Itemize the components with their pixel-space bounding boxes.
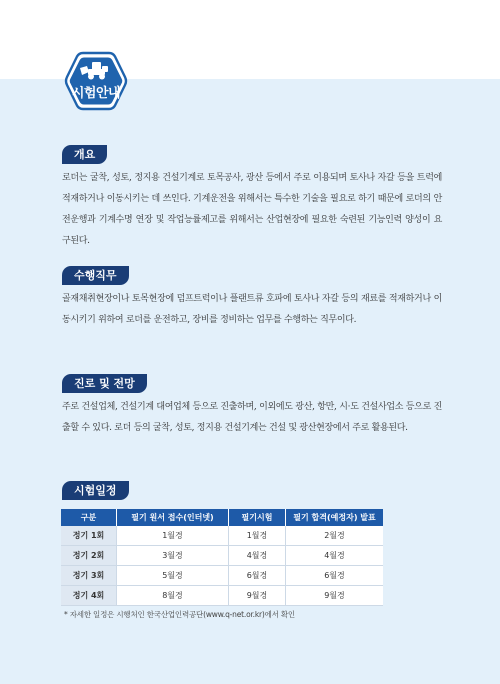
column-header: 필기 합격(예정자) 발표 (286, 509, 384, 526)
section-title-overview: 개요 (62, 145, 107, 164)
table-cell: 9월경 (229, 586, 286, 606)
section-body-duties: 골재채취현장이나 토목현장에 덤프트럭이나 플랜트류 호파에 토사나 자갈 등의 재료를 적재하거나 이동시키기 위하여 로더를 운전하고, 장비를 정비하는 업무를 수행하는 직무이다. (62, 294, 442, 325)
exam-guide-badge (64, 51, 128, 111)
table-row (61, 546, 383, 566)
table-cell: 4월경 (286, 546, 384, 566)
section-title-duties: 수행직무 (62, 266, 129, 285)
table-row (61, 566, 383, 586)
table-cell: 6월경 (286, 566, 384, 586)
exam-schedule-table (61, 509, 383, 606)
badge-shape (64, 51, 128, 111)
table-header-row (61, 509, 383, 526)
schedule-footnote: * 자세한 일정은 시행처인 한국산업인력공단(www.q-net.or.kr)에서 확인 (64, 610, 295, 619)
section-title-career: 진로 및 전망 (62, 374, 147, 393)
section-title-schedule: 시험일정 (62, 481, 129, 500)
badge-label: 시험안내 (71, 86, 121, 101)
table-cell: 1월경 (117, 526, 229, 546)
table-cell: 2월경 (286, 526, 384, 546)
section-body-overview: 로더는 굴착, 성토, 정지용 건설기계로 토목공사, 광산 등에서 주로 이용되며 토사나 자갈 등을 트럭에 적재하거나 이동시키는 데 쓰인다. 기계운전을 위해서는 특수한 기술을 필요로 하기 때문에 로더의 안전운행과 기계수명 연장 및 작업능률제고를 위해서는 산업현장에 필요한 숙련된 기능인력 양성이 요구된다. (62, 173, 442, 246)
table-cell: 정기 3회 (61, 566, 117, 586)
column-header: 필기시험 (229, 509, 286, 526)
table-cell: 3월경 (117, 546, 229, 566)
table-cell: 5월경 (117, 566, 229, 586)
table-cell: 정기 2회 (61, 546, 117, 566)
column-header: 구분 (61, 509, 117, 526)
section-body-career: 주로 건설업체, 건설기계 대여업체 등으로 진출하며, 이외에도 광산, 항만, 시·도 건설사업소 등으로 진출할 수 있다. 로더 등의 굴착, 성토, 정지용 건설기계는 건설 및 광산현장에서 주로 활용된다. (62, 402, 442, 433)
table-cell: 8월경 (117, 586, 229, 606)
table-cell: 정기 1회 (61, 526, 117, 546)
table-cell: 4월경 (229, 546, 286, 566)
table-cell: 1월경 (229, 526, 286, 546)
table-row (61, 526, 383, 546)
table-cell: 9월경 (286, 586, 384, 606)
table-cell: 정기 4회 (61, 586, 117, 606)
column-header: 필기 원서 접수(인터넷) (117, 509, 229, 526)
table-cell: 6월경 (229, 566, 286, 586)
table-row (61, 586, 383, 606)
